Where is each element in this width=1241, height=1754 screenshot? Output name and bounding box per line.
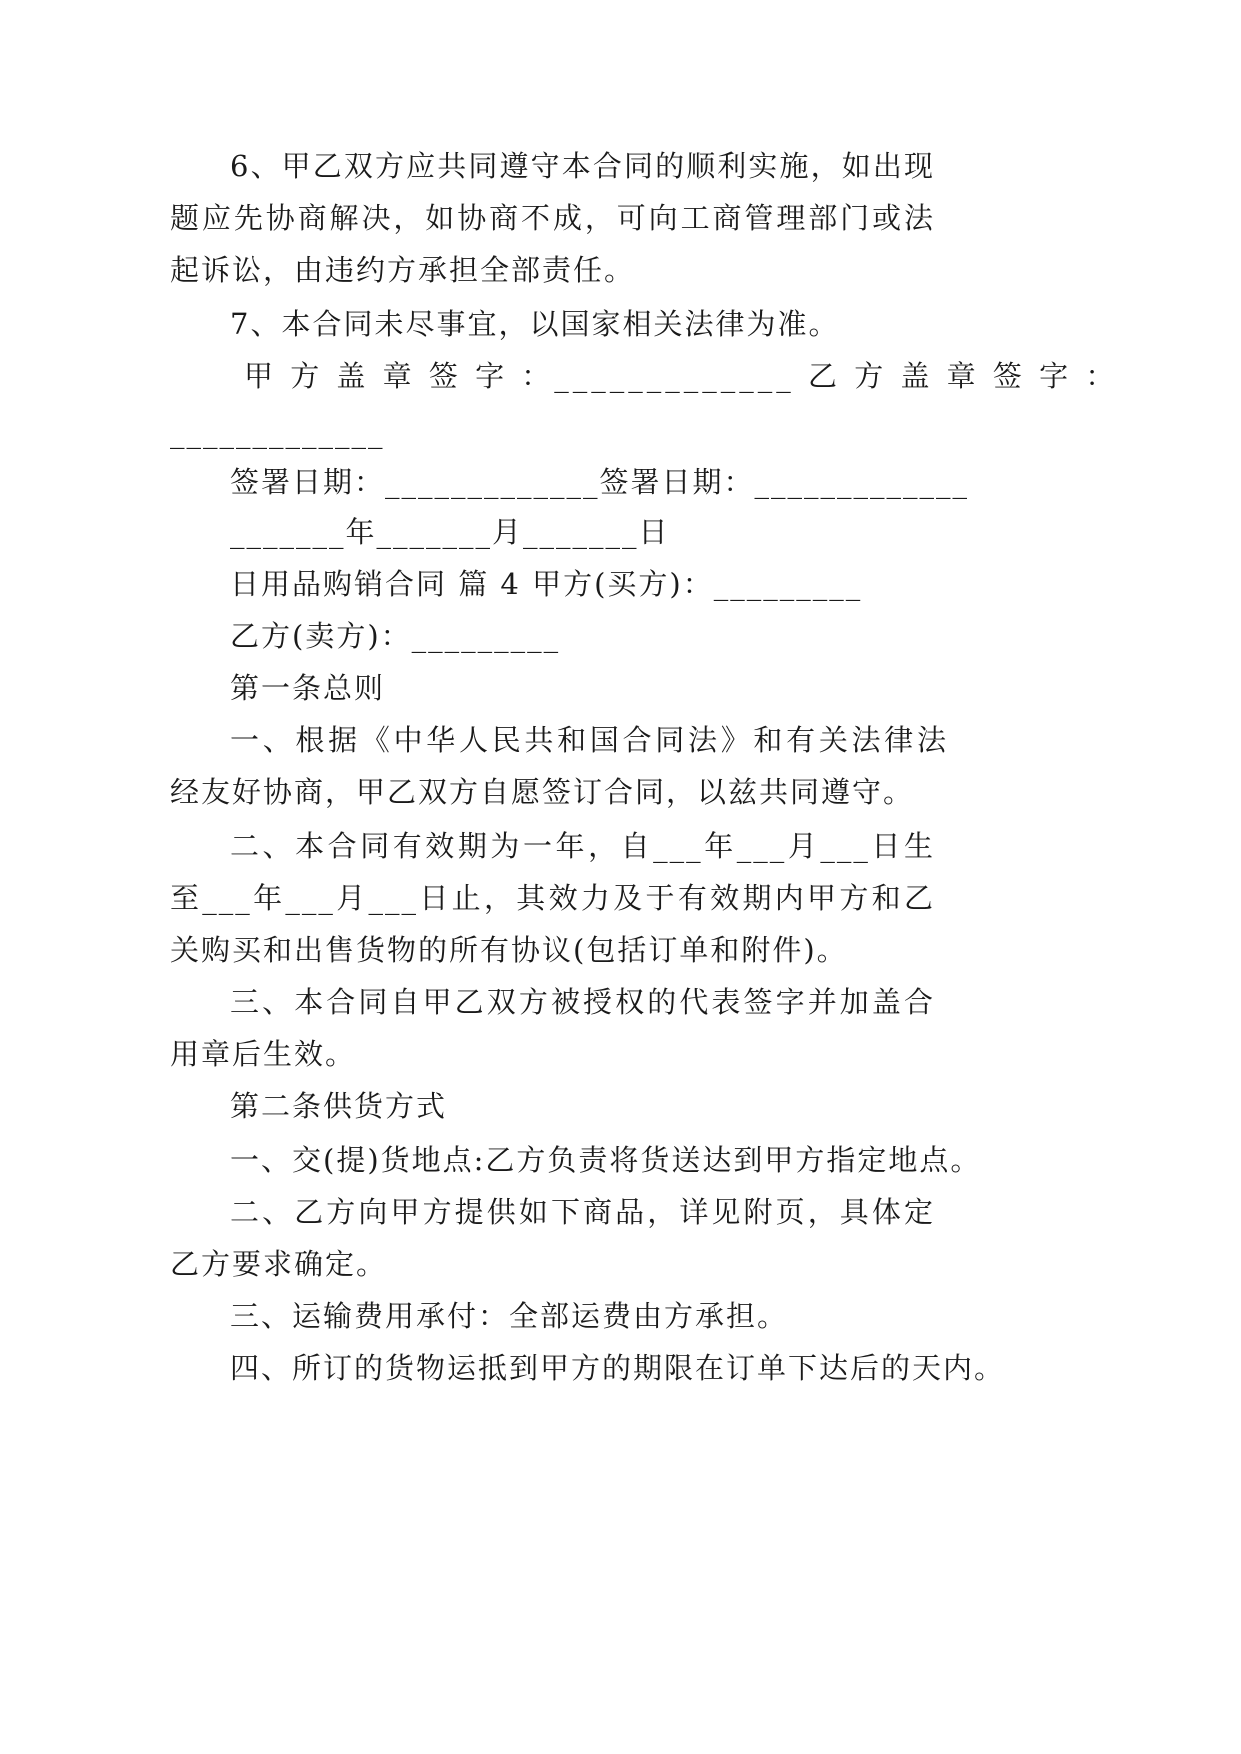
date-blank-line: _______年_______月_______日 — [230, 515, 670, 549]
clause-7-line: 7、本合同未尽事宜，以国家相关法律为准。 — [230, 307, 840, 341]
article-2-heading: 第二条供货方式 — [230, 1089, 448, 1123]
article-1-heading: 第一条总则 — [230, 671, 386, 705]
article-1-item-3-line-2: 用章后生效。 — [170, 1037, 357, 1071]
contract-heading-line: 日用品购销合同 篇 4 甲方(买方)：_________ — [230, 567, 863, 601]
article-2-item-1: 一、交(提)货地点:乙方负责将货送达到甲方指定地点。 — [230, 1143, 982, 1177]
article-2-item-2-line-2: 乙方要求确定。 — [170, 1247, 388, 1281]
article-1-item-2-line-3: 关购买和出售货物的所有协议(包括订单和附件)。 — [170, 933, 848, 967]
signing-date-line: 签署日期：_____________签署日期：_____________ — [230, 465, 970, 499]
article-2-item-3: 三、运输费用承付：全部运费由方承担。 — [230, 1299, 789, 1333]
party-b-signature-blank: _____________ — [170, 415, 385, 449]
seller-line: 乙方(卖方)：_________ — [230, 619, 561, 653]
party-signature-line: 甲 方 盖 章 签 字 ：_____________ 乙 方 盖 章 签 字 ： — [244, 359, 1119, 393]
article-1-item-2-line-1: 二、本合同有效期为一年，自___年___月___日生 — [230, 829, 935, 863]
clause-6-line-1: 6、甲乙双方应共同遵守本合同的顺利实施，如出现 — [230, 149, 935, 183]
article-1-item-1-line-1: 一、根据《中华人民共和国合同法》和有关法律法 — [230, 723, 948, 757]
clause-6-line-2: 题应先协商解决，如协商不成，可向工商管理部门或法 — [170, 201, 935, 235]
article-2-item-2-line-1: 二、乙方向甲方提供如下商品，详见附页，具体定 — [230, 1195, 935, 1229]
clause-6-line-3: 起诉讼，由违约方承担全部责任。 — [170, 253, 636, 287]
article-1-item-3-line-1: 三、本合同自甲乙双方被授权的代表签字并加盖合 — [230, 985, 935, 1019]
article-1-item-2-line-2: 至___年___月___日止，其效力及于有效期内甲方和乙 — [170, 881, 935, 915]
article-2-item-4: 四、所订的货物运抵到甲方的期限在订单下达后的天内。 — [230, 1351, 1006, 1385]
article-1-item-1-line-2: 经友好协商，甲乙双方自愿签订合同，以兹共同遵守。 — [170, 775, 915, 809]
